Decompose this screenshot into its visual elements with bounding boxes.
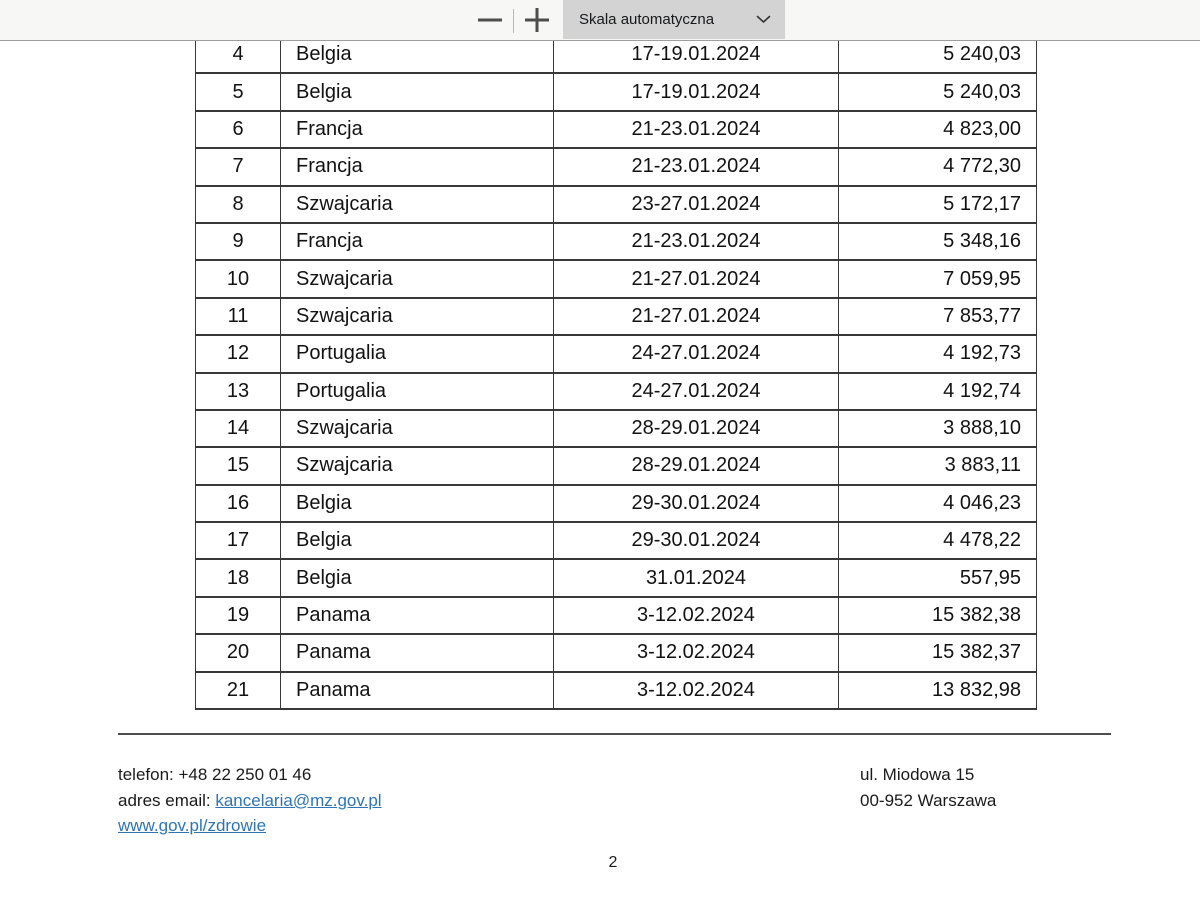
date-range-cell: 3-12.02.2024	[554, 597, 839, 634]
table-row	[196, 672, 1037, 709]
table-row	[196, 73, 1037, 110]
row-number-cell: 9	[196, 223, 281, 260]
country-cell: Portugalia	[281, 335, 554, 372]
country-cell: Belgia	[281, 485, 554, 522]
country-cell: Francja	[281, 148, 554, 185]
amount-cell: 4 478,22	[839, 522, 1037, 559]
footer-address-street: ul. Miodowa 15	[860, 765, 975, 784]
date-range-cell: 31.01.2024	[554, 559, 839, 596]
amount-cell: 5 348,16	[839, 223, 1037, 260]
row-number-cell: 7	[196, 148, 281, 185]
date-range-cell: 3-12.02.2024	[554, 672, 839, 709]
page-number: 2	[608, 854, 618, 871]
row-number-cell: 12	[196, 335, 281, 372]
date-range-cell: 17-19.01.2024	[554, 36, 839, 73]
country-cell: Panama	[281, 634, 554, 671]
table-row	[196, 597, 1037, 634]
date-range-cell: 17-19.01.2024	[554, 73, 839, 110]
amount-cell: 7 853,77	[839, 298, 1037, 335]
zoom-out-button[interactable]	[476, 7, 504, 35]
country-cell: Belgia	[281, 36, 554, 73]
country-cell: Panama	[281, 672, 554, 709]
chevron-down-icon	[756, 11, 771, 29]
amount-cell: 3 888,10	[839, 410, 1037, 447]
table-row	[196, 260, 1037, 297]
country-cell: Francja	[281, 111, 554, 148]
date-range-cell: 29-30.01.2024	[554, 485, 839, 522]
row-number-cell: 18	[196, 559, 281, 596]
zoom-scale-select[interactable]	[563, 0, 785, 39]
country-cell: Szwajcaria	[281, 447, 554, 484]
amount-cell: 4 046,23	[839, 485, 1037, 522]
website-link[interactable]: www.gov.pl/zdrowie	[118, 816, 267, 836]
table-row	[196, 634, 1037, 671]
amount-cell: 4 192,74	[839, 373, 1037, 410]
table-row	[196, 223, 1037, 260]
amount-cell: 557,95	[839, 559, 1037, 596]
footer-email-line	[118, 788, 382, 814]
row-number-cell: 5	[196, 73, 281, 110]
pdf-viewer-toolbar	[0, 0, 1200, 41]
row-number-cell: 14	[196, 410, 281, 447]
date-range-cell: 21-23.01.2024	[554, 223, 839, 260]
country-cell: Szwajcaria	[281, 298, 554, 335]
table-row	[196, 373, 1037, 410]
date-range-cell: 21-23.01.2024	[554, 148, 839, 185]
date-range-cell: 3-12.02.2024	[554, 634, 839, 671]
country-cell: Panama	[281, 597, 554, 634]
country-cell: Francja	[281, 223, 554, 260]
date-range-cell: 21-27.01.2024	[554, 260, 839, 297]
country-cell: Szwajcaria	[281, 186, 554, 223]
amount-cell: 5 240,03	[839, 73, 1037, 110]
table-row	[196, 485, 1037, 522]
country-cell: Belgia	[281, 522, 554, 559]
row-number-cell: 6	[196, 111, 281, 148]
date-range-cell: 28-29.01.2024	[554, 447, 839, 484]
date-range-cell: 24-27.01.2024	[554, 373, 839, 410]
footer-email-label: adres email:	[118, 790, 216, 810]
zoom-in-button[interactable]	[523, 7, 551, 35]
row-number-cell: 21	[196, 672, 281, 709]
table-row	[196, 148, 1037, 185]
row-number-cell: 17	[196, 522, 281, 559]
table-row	[196, 522, 1037, 559]
expenses-table	[195, 35, 1037, 710]
country-cell: Belgia	[281, 559, 554, 596]
table-row	[196, 298, 1037, 335]
footer-phone: telefon: +48 22 250 01 46	[118, 765, 312, 784]
row-number-cell: 16	[196, 485, 281, 522]
footer-contact-block	[118, 762, 382, 839]
amount-cell: 4 823,00	[839, 111, 1037, 148]
footer-address-city: 00-952 Warszawa	[860, 790, 997, 810]
footer-address-block	[860, 762, 996, 813]
toolbar-divider	[513, 9, 514, 33]
amount-cell: 4 772,30	[839, 148, 1037, 185]
row-number-cell: 13	[196, 373, 281, 410]
row-number-cell: 11	[196, 298, 281, 335]
table-row	[196, 186, 1037, 223]
email-link[interactable]: kancelaria@mz.gov.pl	[215, 790, 382, 810]
plus-icon	[524, 7, 550, 36]
table-row	[196, 111, 1037, 148]
table-row	[196, 559, 1037, 596]
footer-website-line	[118, 813, 382, 839]
table-row	[196, 447, 1037, 484]
table-row	[196, 410, 1037, 447]
amount-cell: 7 059,95	[839, 260, 1037, 297]
zoom-scale-selected-value: Skala automatyczna	[579, 11, 715, 28]
amount-cell: 13 832,98	[839, 672, 1037, 709]
amount-cell: 3 883,11	[839, 447, 1037, 484]
row-number-cell: 20	[196, 634, 281, 671]
amount-cell: 4 192,73	[839, 335, 1037, 372]
date-range-cell: 21-23.01.2024	[554, 111, 839, 148]
date-range-cell: 24-27.01.2024	[554, 335, 839, 372]
country-cell: Szwajcaria	[281, 410, 554, 447]
country-cell: Portugalia	[281, 373, 554, 410]
minus-icon	[477, 7, 503, 36]
date-range-cell: 28-29.01.2024	[554, 410, 839, 447]
country-cell: Szwajcaria	[281, 260, 554, 297]
table-row	[196, 36, 1037, 73]
country-cell: Belgia	[281, 73, 554, 110]
footer-divider-line	[118, 733, 1111, 735]
date-range-cell: 23-27.01.2024	[554, 186, 839, 223]
row-number-cell: 8	[196, 186, 281, 223]
amount-cell: 15 382,37	[839, 634, 1037, 671]
amount-cell: 15 382,38	[839, 597, 1037, 634]
table-row	[196, 335, 1037, 372]
row-number-cell: 10	[196, 260, 281, 297]
row-number-cell: 19	[196, 597, 281, 634]
amount-cell: 5 240,03	[839, 36, 1037, 73]
amount-cell: 5 172,17	[839, 186, 1037, 223]
row-number-cell: 4	[196, 36, 281, 73]
row-number-cell: 15	[196, 447, 281, 484]
date-range-cell: 29-30.01.2024	[554, 522, 839, 559]
expenses-table-body	[196, 36, 1037, 709]
date-range-cell: 21-27.01.2024	[554, 298, 839, 335]
